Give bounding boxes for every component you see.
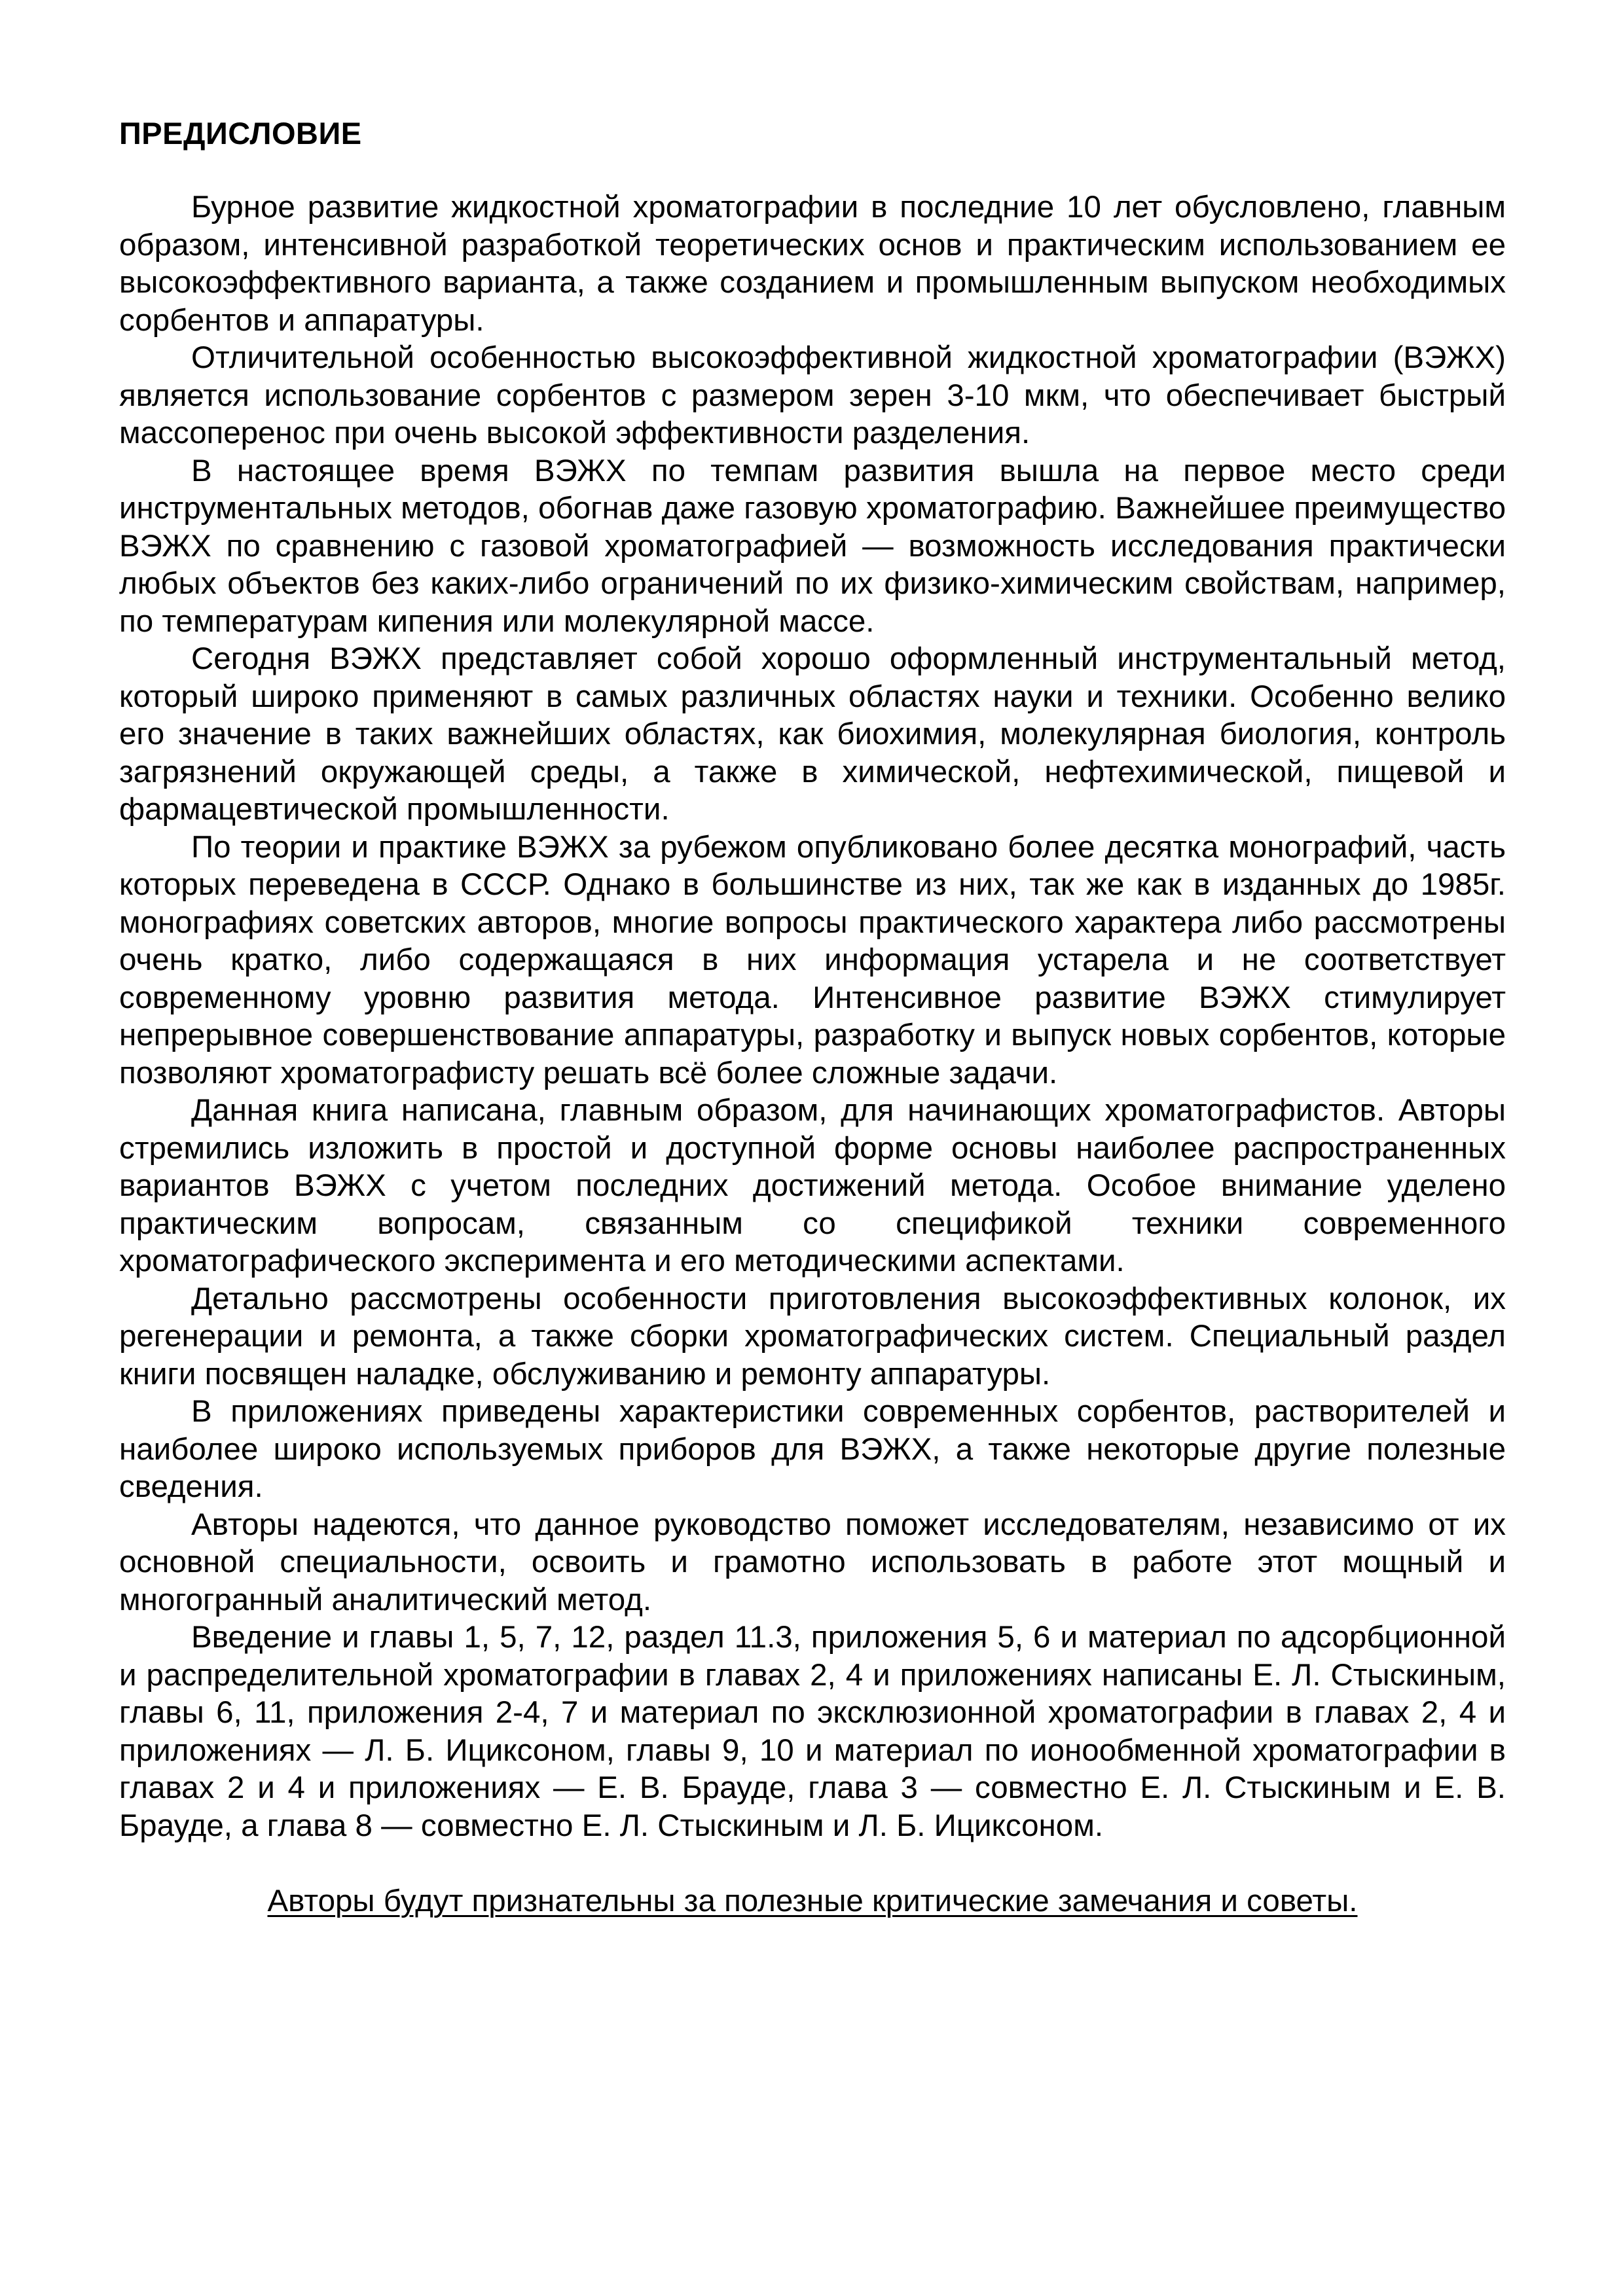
- paragraph-6: Данная книга написана, главным образом, для начинающих хроматографистов. Авторы стремились изложить в простой и доступной форме основы наиболее распространенных вариантов ВЭЖХ с учетом последних достижений метода. Особое внимание уделено практическим вопросам, связанным со спецификой техники современного хроматографического эксперимента и его методическими аспектами.: [119, 1093, 1506, 1278]
- page-title: ПРЕДИСЛОВИЕ: [119, 116, 362, 151]
- paragraph-1: Бурное развитие жидкостной хроматографии в последние 10 лет обусловлено, главным образом, интенсивной разработкой теоретических основ и практическим использованием ее высокоэффективного варианта, а также созданием и промышленным выпуском необходимых сорбентов и аппаратуры.: [119, 190, 1506, 338]
- paragraph-5: По теории и практике ВЭЖХ за рубежом опубликовано более десятка монографий, часть которых переведена в СССР. Однако в большинстве из них, так же как в изданных до 1985г. монографиях советских авторов, многие вопросы практического характера либо рассмотрены очень кратко, либо содержащаяся в них информация устарела и не соответствует современному уровню развития метода. Интенсивное развитие ВЭЖХ стимулирует непрерывное совершенствование аппаратуры, разработку и выпуск новых сорбентов, которые позволяют хроматографисту решать всё более сложные задачи.: [119, 829, 1506, 1090]
- paragraph-2: Отличительной особенностью высокоэффективной жидкостной хроматографии (ВЭЖХ) является использование сорбентов с размером зерен 3-10 мкм, что обеспечивает быстрый массоперенос при очень высокой эффективности разделения.: [119, 340, 1506, 450]
- paragraph-3: В настоящее время ВЭЖХ по темпам развития вышла на первое место среди инструментальных методов, обогнав даже газовую хроматографию. Важнейшее преимущество ВЭЖХ по сравнению с газовой хроматографией — возможность исследования практически любых объектов без каких-либо ограничений по их физико-химическим свойствам, например, по температурам кипения или молекулярной массе.: [119, 453, 1506, 639]
- document-page: [119, 115, 1506, 1951]
- closing-note: Авторы будут признательны за полезные критические замечания и советы.: [267, 1884, 1358, 1918]
- paragraph-8: В приложениях приведены характеристики современных сорбентов, растворителей и наиболее широко используемых приборов для ВЭЖХ, а также некоторые другие полезные сведения.: [119, 1394, 1506, 1504]
- paragraph-7: Детально рассмотрены особенности приготовления высокоэффективных колонок, их регенерации и ремонта, а также сборки хроматографических систем. Специальный раздел книги посвящен наладке, обслуживанию и ремонту аппаратуры.: [119, 1281, 1506, 1391]
- paragraph-10: Введение и главы 1, 5, 7, 12, раздел 11.3, приложения 5, 6 и материал по адсорбционной и распределительной хроматографии в главах 2, 4 и приложениях написаны Е. Л. Стыскиным, главы 6, 11, приложения 2-4, 7 и материал по эксклюзионной хроматографии в главах 2, 4 и приложениях — Л. Б. Ициксоном, главы 9, 10 и материал по ионообменной хроматографии в главах 2 и 4 и приложениях — Е. В. Брауде, глава 3 — совместно Е. Л. Стыскиным и Е. В. Брауде, а глава 8 — совместно Е. Л. Стыскиным и Л. Б. Ициксоном.: [119, 1620, 1506, 1843]
- paragraph-4: Сегодня ВЭЖХ представляет собой хорошо оформленный инструментальный метод, который широко применяют в самых различных областях науки и техники. Особенно велико его значение в таких важнейших областях, как биохимия, молекулярная биология, контроль загрязнений окружающей среды, а также в химической, нефтехимической, пищевой и фармацевтической промышленности.: [119, 641, 1506, 827]
- paragraph-9: Авторы надеются, что данное руководство поможет исследователям, независимо от их основной специальности, освоить и грамотно использовать в работе этот мощный и многогранный аналитический метод.: [119, 1507, 1506, 1617]
